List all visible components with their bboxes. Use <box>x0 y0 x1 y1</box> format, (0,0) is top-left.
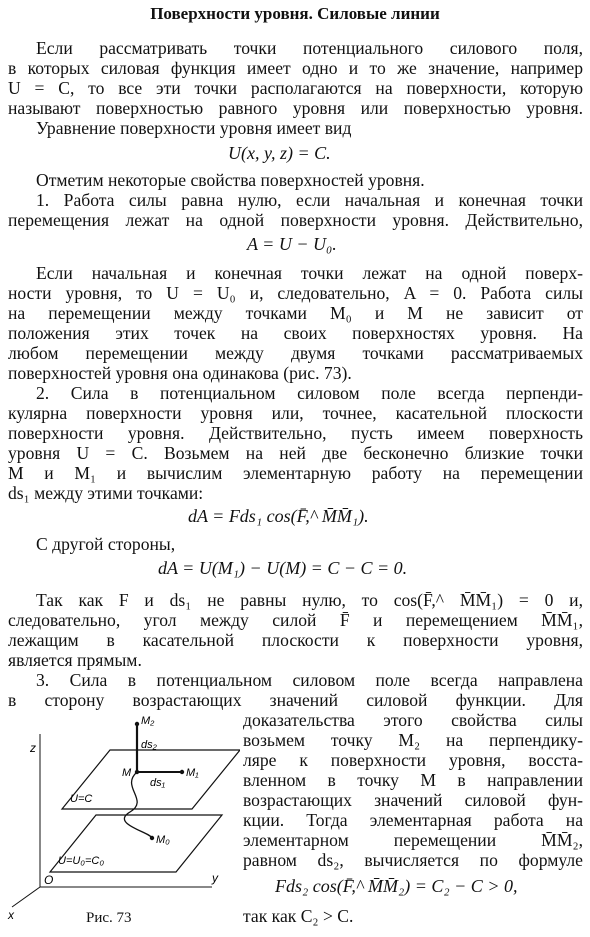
plane-lower-label: U=U₀=C₀ <box>58 855 104 867</box>
formula-work: A = U − U₀. <box>247 234 337 254</box>
page-title: Поверхности уровня. Силовые линии <box>150 4 440 23</box>
text-line: ляре к поверхности уровня, восста- <box>243 750 583 770</box>
path-curve <box>124 772 152 838</box>
text-line: Если начальная и конечная точки лежат на одной поверх- <box>36 263 583 283</box>
figure-73 <box>0 712 240 932</box>
text-line: ности уровня, то U = U₀ и, следовательно, A = 0. Работа силы <box>8 283 583 303</box>
point-m1 <box>180 770 184 774</box>
text-line: положения этих точек на своих поверхностях уровня. На <box>8 323 583 343</box>
text-line: следовательно, угол между силой F̄ и перемещением M̄M̄₁, <box>8 610 583 630</box>
ds2-label: ds₂ <box>141 739 157 751</box>
formula-elementary-work: dA = Fds₁ cos(F̄,^ M̄M̄₁). <box>188 506 369 526</box>
text-line: лежащим в касательной плоскости к поверхности уровня, <box>8 630 583 650</box>
plane-upper-label: U=C <box>70 793 93 805</box>
text-line: С другой стороны, <box>36 534 176 554</box>
text-line: Если рассматривать точки потенциального силового поля, <box>36 38 583 58</box>
point-m0 <box>150 836 154 840</box>
text-line: Так как F и ds₁ не равны нулю, то cos(F̄,^ M̄M̄₁) = 0 и, <box>36 590 583 610</box>
text-line: называют поверхностью равного уровня или поверхностью уровня. <box>8 98 583 118</box>
text-line: перемещения лежат на одной поверхности уровня. Действительно, <box>8 210 583 230</box>
formula-zero-work: dA = U(M₁) − U(M) = C − C = 0. <box>158 558 408 578</box>
text-line: возьмем точку M₂ на перпендику- <box>243 730 583 750</box>
m-label: M <box>122 767 132 779</box>
text-line: является прямым. <box>8 650 142 670</box>
m2-label: M₂ <box>141 715 155 727</box>
text-line: 3. Сила в потенциальном силовом поле всегда направлена <box>36 670 583 690</box>
x-axis-label: x <box>8 908 14 922</box>
text-line: доказательства этого свойства силы <box>243 710 583 730</box>
y-axis-label: y <box>212 871 218 885</box>
x-axis <box>12 887 40 907</box>
text-line: кции. Тогда элементарная работа на <box>243 810 583 830</box>
z-axis-label: z <box>30 741 36 755</box>
text-line: так как C₂ > C. <box>243 906 354 926</box>
text-line: кулярна поверхности уровня или, точнее, касательной плоскости <box>8 403 583 423</box>
ds1-label: ds₁ <box>150 777 166 789</box>
text-line: 2. Сила в потенциальном силовом поле всегда перпенди- <box>36 383 583 403</box>
text-line: ds₁ между этими точками: <box>8 483 204 503</box>
figure-caption: Рис. 73 <box>86 910 132 926</box>
text-line: Отметим некоторые свойства поверхностей уровня. <box>36 170 425 190</box>
text-line: вленном в точку M в направлении <box>243 770 583 790</box>
formula-positive-work: Fds₂ cos(F̄,^ M̄M̄₂) = C₂ − C > 0, <box>275 876 518 896</box>
text-line: Уравнение поверхности уровня имеет вид <box>36 118 352 138</box>
formula-level-surface: U(x, y, z) = C. <box>228 143 331 163</box>
m0-label: M₀ <box>156 834 170 846</box>
text-line: M и M₁ и вычислим элементарную работу на перемещении <box>8 463 583 483</box>
text-line: поверхностей уровня она одинакова (рис. 73). <box>8 363 352 383</box>
text-line: U = C, то все эти точки располагаются на поверхности, которую <box>8 78 583 98</box>
m1-label: M₁ <box>186 767 199 779</box>
text-line: 1. Работа силы равна нулю, если начальная и конечная точки <box>36 190 583 210</box>
text-line: поверхности уровня. Действительно, пусть имеем поверхность <box>8 423 583 443</box>
origin-label: O <box>44 873 54 887</box>
text-line: в которых силовая функция имеет одно и то же значение, например <box>8 58 583 78</box>
text-line: на перемещении между точками M₀ и M не зависит от <box>8 303 583 323</box>
text-line: равном ds₂, вычисляется по формуле <box>243 850 583 870</box>
text-line: возрастающих значений силовой фун- <box>243 790 583 810</box>
text-line: уровня U = C. Возьмем на ней две бесконечно близкие точки <box>8 443 583 463</box>
text-line: в сторону возрастающих значений силовой функции. Для <box>8 690 583 710</box>
text-line: элементарном перемещении M̄M̄₂, <box>243 830 583 850</box>
point-m2 <box>135 722 139 726</box>
text-line: любом перемещении между двумя точками рассматриваемых <box>8 343 583 363</box>
